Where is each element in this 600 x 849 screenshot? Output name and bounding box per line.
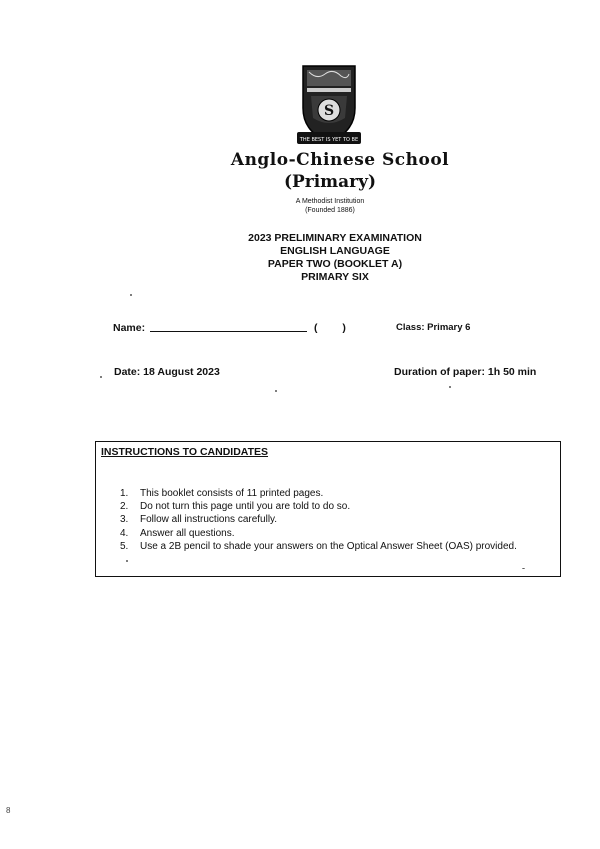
instructions-list	[120, 487, 517, 553]
class-label: Class: Primary 6	[396, 322, 471, 333]
list-item: 1. This booklet consists of 11 printed pages.	[120, 488, 324, 499]
exam-level: PRIMARY SIX	[301, 271, 369, 283]
exam-paper: PAPER TWO (BOOKLET A)	[267, 258, 403, 270]
name-label: Name:	[113, 322, 146, 334]
speck	[449, 386, 451, 388]
school-name-sub: (Primary)	[283, 172, 377, 192]
speck	[522, 568, 525, 569]
speck	[100, 376, 102, 378]
exam-subject: ENGLISH LANGUAGE	[280, 245, 390, 257]
speck	[126, 560, 128, 562]
speck	[130, 294, 132, 296]
exam-title: 2023 PRELIMINARY EXAMINATION	[248, 232, 422, 244]
crest-motto: THE BEST IS YET TO BE	[299, 137, 359, 143]
instructions-heading: INSTRUCTIONS TO CANDIDATES	[101, 446, 269, 458]
date-label: Date: 18 August 2023	[114, 366, 220, 378]
duration-label: Duration of paper: 1h 50 min	[394, 366, 537, 378]
list-item: 4. Answer all questions.	[120, 527, 235, 539]
exam-header	[0, 232, 600, 284]
svg-text:S: S	[323, 103, 335, 119]
corner-mark: 8	[6, 806, 11, 815]
list-item: 3. Follow all instructions carefully.	[120, 514, 278, 526]
school-founded: (Founded 1886)	[305, 207, 355, 214]
index-number-field[interactable]: ( )	[314, 322, 346, 334]
school-name: Anglo-Chinese School	[230, 150, 450, 170]
school-tagline: A Methodist Institution	[295, 198, 365, 205]
speck	[275, 390, 277, 392]
school-crest-icon	[297, 62, 361, 150]
name-field[interactable]	[150, 331, 307, 332]
list-item: 5. Use a 2B pencil to shade your answers on the Optical Answer Sheet (OAS) provided.	[120, 540, 517, 552]
list-item: 2. Do not turn this page until you are told to do so.	[120, 501, 351, 513]
